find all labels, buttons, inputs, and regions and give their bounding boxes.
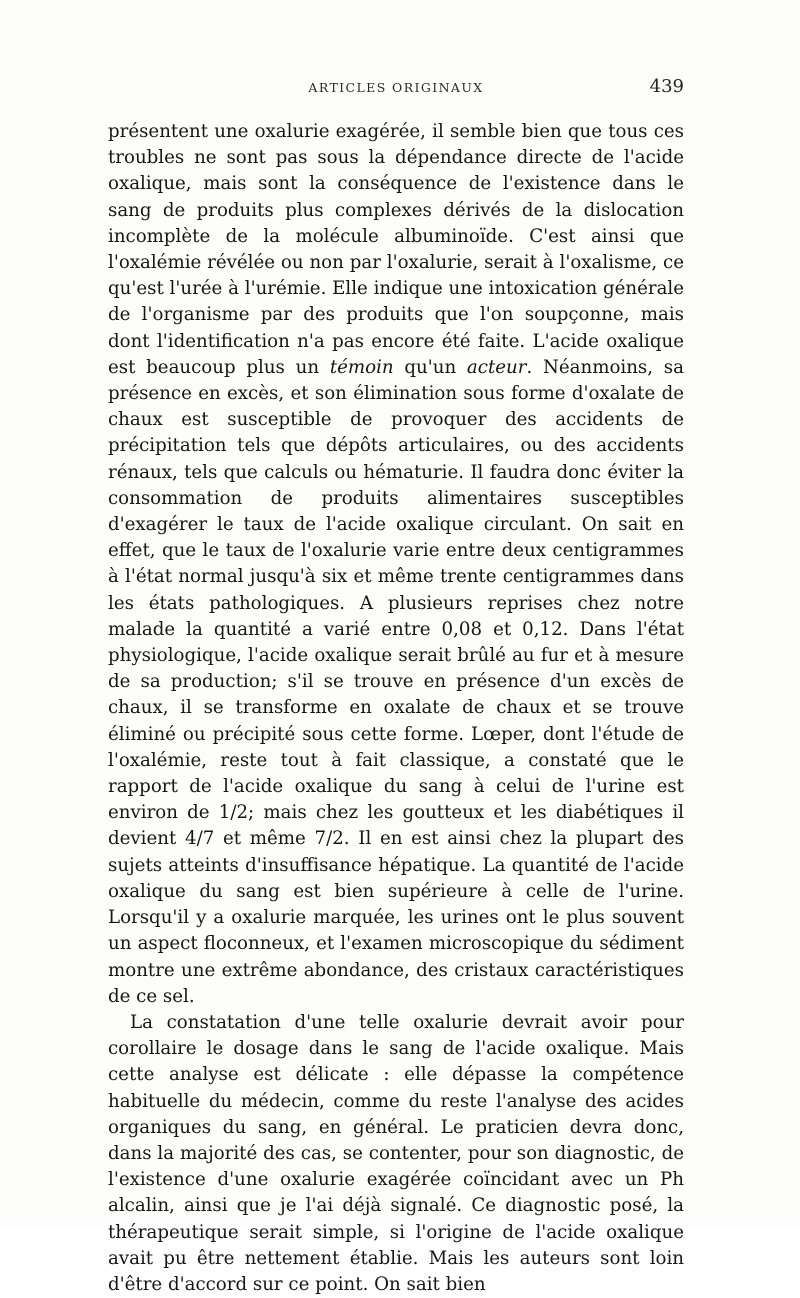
running-header <box>108 76 684 102</box>
paragraph-1-text-c: . Néanmoins, sa présence en excès, et son élimination sous forme d'oxalate de chaux est susceptible de provoquer des accidents de précipitation tels que dépôts articulaires, ou des accidents rénaux, tels que calculs ou hématurie. Il faudra donc éviter la consommation de produits alimentaires susceptibles d'exagérer le taux de l'acide oxalique circulant. On sait en effet, que le taux de l'oxalurie varie entre deux centigrammes à l'état normal jusqu'à six et même trente centigrammes dans les états pathologiques. A plusieurs reprises chez notre malade la quantité a varié entre 0,08 et 0,12. Dans l'état physiologique, l'acide oxalique serait brûlé au fur et à mesure de sa production; s'il se trouve en présence d'un excès de chaux, il se transforme en oxalate de chaux et se trouve éliminé ou précipité sous cette forme. Lœper, dont l'étude de l'oxalémie, reste tout à fait classique, a constaté que le rapport de l'acide oxalique du sang à celui de l'urine est environ de 1/2; mais chez les goutteux et les diabétiques il devient 4/7 et même 7/2. Il en est ainsi chez la plupart des sujets atteints d'insuffisance hépatique. La quantité de l'acide oxalique du sang est bien supérieure à celle de l'urine. Lorsqu'il y a oxalurie marquée, les urines ont le plus souvent un aspect floconneux, et l'examen microscopique du sédiment montre une extrême abondance, des cristaux caractéristiques de ce sel. <box>108 356 684 1007</box>
paragraph-2: La constatation d'une telle oxalurie devrait avoir pour corollaire le dosage dans le sang de l'acide oxalique. Mais cette analyse est délicate : elle dépasse la compétence habituelle du médecin, comme du reste l'analyse des acides organiques du sang, en général. Le praticien devra donc, dans la majorité des cas, se contenter, pour son diagnostic, de l'existence d'une oxalurie exagérée coïncidant avec un Ph alcalin, ainsi que je l'ai déjà signalé. Ce diagnostic posé, la thérapeutique serait simple, si l'origine de l'acide oxalique avait pu être nettement établie. Mais les auteurs sont loin d'être d'accord sur ce point. On sait bien <box>108 1011 684 1295</box>
page-number: 439 <box>649 76 684 97</box>
running-title: ARTICLES ORIGINAUX <box>308 80 484 95</box>
paragraph-1-text-b: qu'un <box>393 356 467 378</box>
paragraph-1 <box>108 119 684 1010</box>
italic-word-acteur: acteur <box>466 356 527 378</box>
italic-word-temoin: témoin <box>329 356 394 378</box>
body-text <box>108 119 684 1298</box>
paragraph-1-text-a: présentent une oxalurie exagérée, il semble bien que tous ces troubles ne sont pas sous la dépendance directe de l'acide oxalique, mais sont la conséquence de l'existence dans le sang de produits plus complexes dérivés de la dislocation incomplète de la molécule albuminoïde. C'est ainsi que l'oxalémie révélée ou non par l'oxalurie, serait à l'oxalisme, ce qu'est l'urée à l'urémie. Elle indique une intoxication générale de l'organisme par des produits que l'on soupçonne, mais dont l'identification n'a pas encore été faite. L'acide oxalique est beaucoup plus un <box>108 121 684 378</box>
